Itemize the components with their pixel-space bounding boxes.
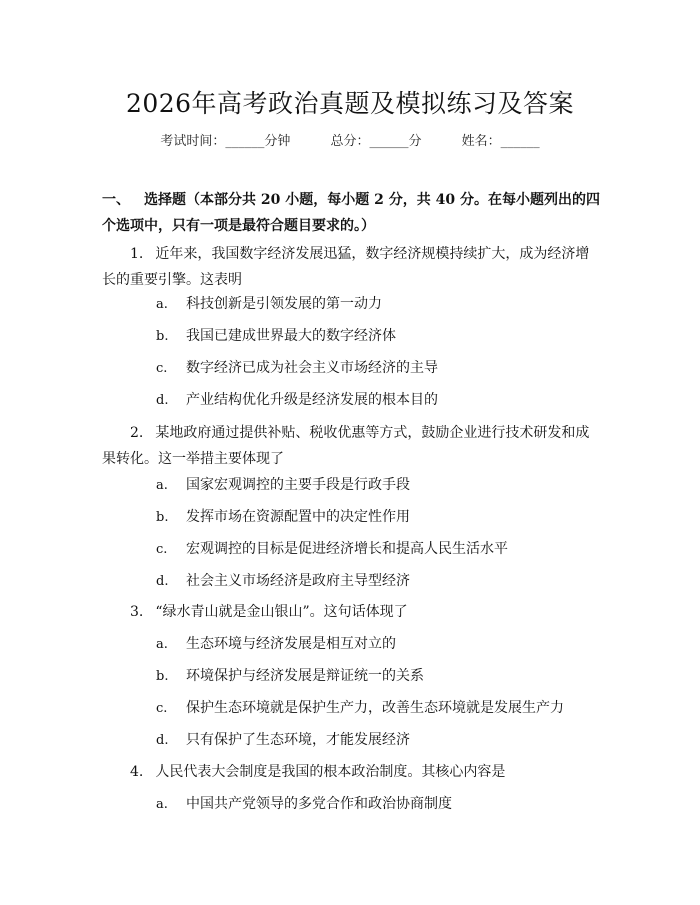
option-1d[interactable] [156,389,596,412]
option-letter: c. [156,361,168,376]
question-2 [102,420,600,472]
page-title: 2026年高考政治真题及模拟练习及答案 [125,89,575,118]
option-letter: a. [156,797,168,812]
option-letter: d. [156,574,169,589]
option-4a[interactable] [156,793,596,816]
question-3 [102,599,600,625]
question-4 [102,759,600,785]
option-letter: b. [156,669,169,684]
option-letter: b. [156,510,169,525]
section-instructions: 选择题（本部分共 20 小题，每小题 2 分，共 40 分。在每小题列出的四个选项中，只有一项是最符合题目要求的。） [102,192,600,234]
question-1 [102,241,600,293]
option-text: 生态环境与经济发展是相互对立的 [186,636,396,652]
exam-time-field: 考试时间：______分钟 [160,134,291,149]
option-text: 中国共产党领导的多党合作和政治协商制度 [186,796,452,812]
total-score-field: 总分：______分 [330,134,422,149]
option-2a[interactable] [156,474,596,497]
option-1a[interactable] [156,293,596,316]
option-text: 科技创新是引领发展的第一动力 [186,296,382,312]
option-letter: d. [156,733,169,748]
option-text: 国家宏观调控的主要手段是行政手段 [186,477,410,493]
option-text: 数字经济已成为社会主义市场经济的主导 [186,360,438,376]
option-text: 社会主义市场经济是政府主导型经济 [186,573,410,589]
option-1c[interactable] [156,357,596,380]
option-text: 保护生态环境就是保护生产力，改善生态环境就是发展生产力 [186,700,564,716]
option-text: 宏观调控的目标是促进经济增长和提高人民生活水平 [186,541,508,557]
section-heading [102,187,602,239]
option-1b[interactable] [156,325,596,348]
option-text: 只有保护了生态环境，才能发展经济 [186,732,410,748]
option-text: 环境保护与经济发展是辩证统一的关系 [186,668,424,684]
question-number: 3. [130,604,144,620]
option-2d[interactable] [156,570,596,593]
exam-info-line [0,130,700,149]
option-text: 我国已建成世界最大的数字经济体 [186,328,396,344]
question-number: 2. [130,425,144,441]
option-3c[interactable] [156,697,596,720]
option-text: 发挥市场在资源配置中的决定性作用 [186,509,410,525]
option-letter: b. [156,329,169,344]
option-letter: d. [156,393,169,408]
option-letter: a. [156,478,168,493]
option-letter: c. [156,701,168,716]
question-number: 1. [130,246,144,262]
option-3b[interactable] [156,665,596,688]
option-letter: c. [156,542,168,557]
question-number: 4. [130,764,144,780]
question-stem: 近年来，我国数字经济发展迅猛，数字经济规模持续扩大，成为经济增长的重要引擎。这表明 [102,246,590,288]
student-name-field: 姓名：______ [461,134,540,149]
option-2b[interactable] [156,506,596,529]
option-letter: a. [156,297,168,312]
option-letter: a. [156,637,168,652]
option-3d[interactable] [156,729,596,752]
question-stem: “绿水青山就是金山银山”。这句话体现了 [155,604,408,620]
question-stem: 某地政府通过提供补贴、税收优惠等方式，鼓励企业进行技术研发和成果转化。这一举措主要体现了 [102,425,590,467]
option-3a[interactable] [156,633,596,656]
option-text: 产业结构优化升级是经济发展的根本目的 [186,392,438,408]
question-stem: 人民代表大会制度是我国的根本政治制度。其核心内容是 [155,764,506,780]
option-2c[interactable] [156,538,596,561]
section-number: 一、 [102,192,130,208]
